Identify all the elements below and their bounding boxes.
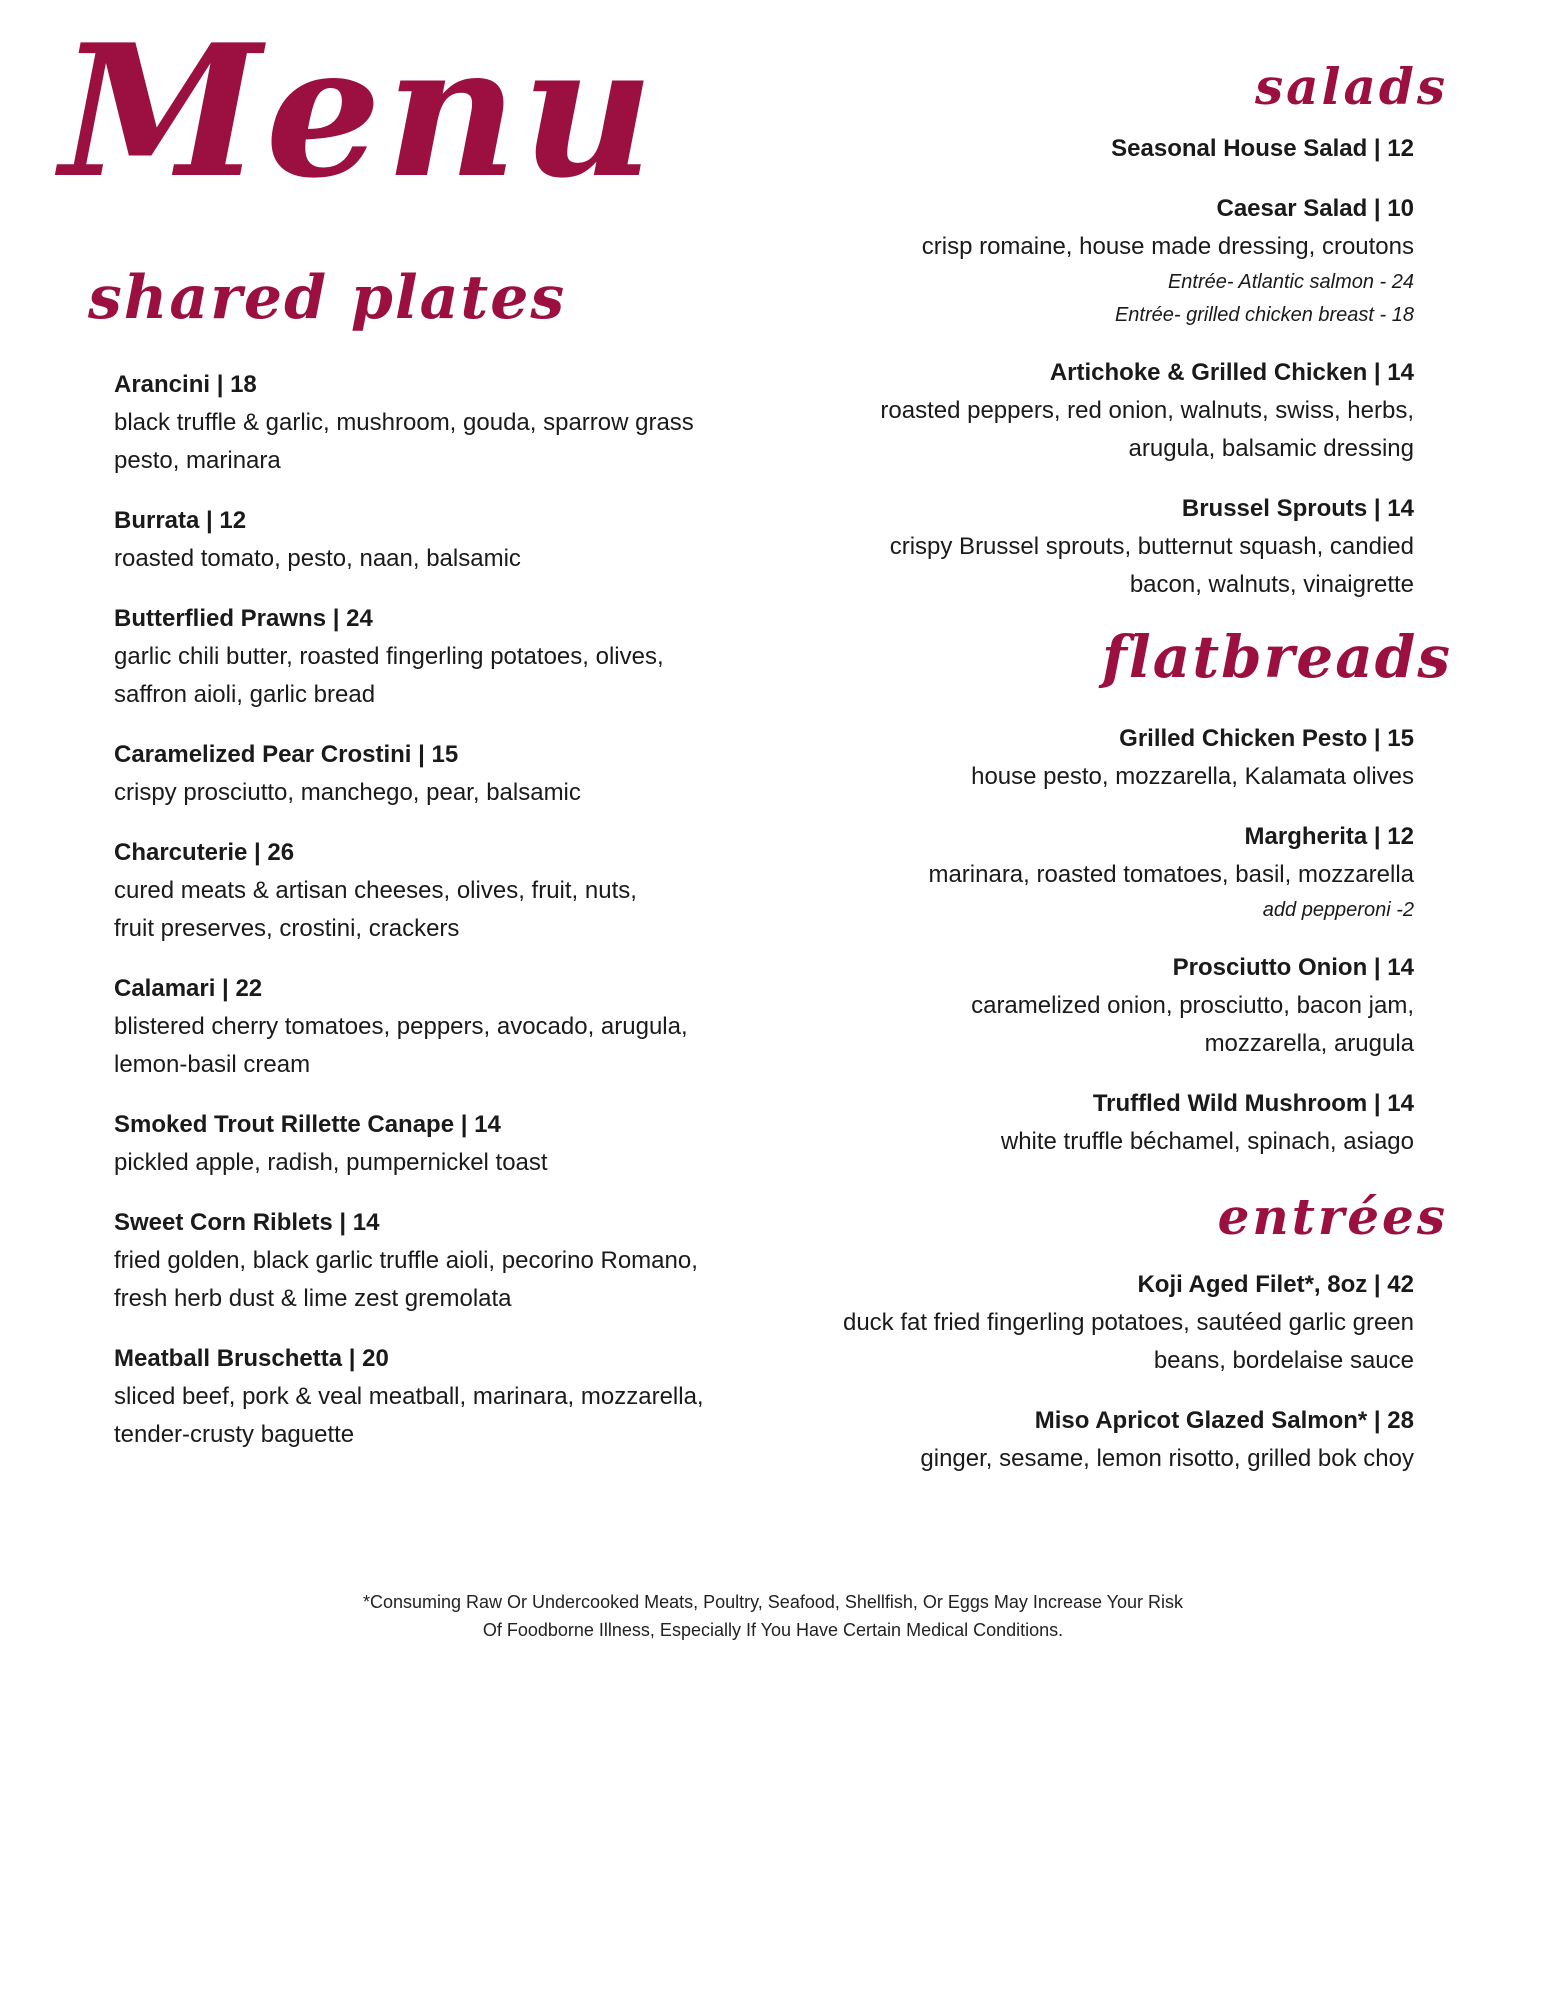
menu-item-name-price: Calamari | 22 [114, 975, 263, 1002]
menu-item-description: fried golden, black garlic truffle aioli, pecorino Romano, [114, 1247, 698, 1274]
menu-item-description: fruit preserves, crostini, crackers [114, 915, 460, 942]
menu-item [114, 502, 754, 578]
disclaimer-line: *Consuming Raw Or Undercooked Meats, Poultry, Seafood, Shellfish, Or Eggs May Increase Your Risk [362, 1592, 1184, 1612]
menu-item [694, 130, 1414, 168]
menu-item-description: crispy Brussel sprouts, butternut squash, candied [889, 533, 1414, 560]
menu-item [694, 490, 1414, 604]
menu-item-description: bacon, walnuts, vinaigrette [1129, 571, 1414, 598]
food-safety-disclaimer [0, 1588, 1546, 1644]
menu-item-name-price: Artichoke & Grilled Chicken | 14 [1049, 359, 1414, 386]
menu-item-description: duck fat fried fingerling potatoes, sautéed garlic green [842, 1309, 1414, 1336]
menu-item [114, 970, 754, 1084]
menu-item-description: ginger, sesame, lemon risotto, grilled bok choy [920, 1445, 1414, 1472]
menu-item-description: arugula, balsamic dressing [1128, 435, 1414, 462]
menu-item-name-price: Butterflied Prawns | 24 [114, 605, 373, 632]
menu-item-description: crispy prosciutto, manchego, pear, balsamic [114, 779, 581, 806]
menu-item [114, 366, 754, 480]
menu-item-description: roasted peppers, red onion, walnuts, swiss, herbs, [880, 397, 1414, 424]
shared-plates-list [114, 366, 754, 1476]
menu-item-name-price: Caesar Salad | 10 [1216, 195, 1414, 222]
menu-item-name-price: Brussel Sprouts | 14 [1181, 495, 1414, 522]
menu-item-description: sliced beef, pork & veal meatball, marinara, mozzarella, [114, 1383, 704, 1410]
menu-item-name-price: Grilled Chicken Pesto | 15 [1119, 725, 1414, 752]
menu-item-name-price: Koji Aged Filet*, 8oz | 42 [1137, 1271, 1414, 1298]
menu-item-name-price: Arancini | 18 [114, 371, 257, 398]
menu-item [694, 1085, 1414, 1161]
menu-item-description: mozzarella, arugula [1204, 1030, 1414, 1057]
menu-item-name-price: Seasonal House Salad | 12 [1111, 135, 1414, 162]
disclaimer-line: Of Foodborne Illness, Especially If You Have Certain Medical Conditions. [482, 1620, 1064, 1640]
menu-item-name-price: Smoked Trout Rillette Canape | 14 [114, 1111, 501, 1138]
menu-item [114, 1204, 754, 1318]
menu-item-name-price: Miso Apricot Glazed Salmon* | 28 [1034, 1407, 1414, 1434]
menu-item-description: black truffle & garlic, mushroom, gouda, sparrow grass [114, 409, 694, 436]
menu-item [114, 1106, 754, 1182]
menu-item-description: beans, bordelaise sauce [1153, 1347, 1414, 1374]
salads-list [694, 130, 1414, 626]
menu-item-note: Entrée- Atlantic salmon - 24 [1167, 271, 1414, 293]
menu-item-note: add pepperoni -2 [1262, 899, 1414, 921]
menu-item-description: blistered cherry tomatoes, peppers, avocado, arugula, [114, 1013, 688, 1040]
menu-item-description: pickled apple, radish, pumpernickel toast [114, 1149, 548, 1176]
menu-item [694, 190, 1414, 332]
menu-item-description: lemon-basil cream [114, 1051, 311, 1078]
menu-item-name-price: Margherita | 12 [1244, 823, 1414, 850]
menu-item-note: Entrée- grilled chicken breast - 18 [1114, 304, 1414, 326]
menu-item-description: caramelized onion, prosciutto, bacon jam, [971, 992, 1414, 1019]
menu-item-description: garlic chili butter, roasted fingerling potatoes, olives, [114, 643, 664, 670]
menu-item-description: crisp romaine, house made dressing, croutons [921, 233, 1414, 260]
menu-item-description: roasted tomato, pesto, naan, balsamic [114, 545, 521, 572]
menu-title: Menu [60, 4, 658, 218]
menu-item-name-price: Caramelized Pear Crostini | 15 [114, 741, 459, 768]
menu-item [114, 736, 754, 812]
menu-item [694, 1402, 1414, 1478]
menu-item-description: saffron aioli, garlic bread [114, 681, 376, 708]
menu-item [694, 818, 1414, 927]
menu-item [114, 600, 754, 714]
menu-item-description: white truffle béchamel, spinach, asiago [1000, 1128, 1414, 1155]
menu-item-description: fresh herb dust & lime zest gremolata [114, 1285, 512, 1312]
menu-item [694, 354, 1414, 468]
entrees-list [694, 1266, 1414, 1500]
menu-item [694, 1266, 1414, 1380]
menu-item-description: marinara, roasted tomatoes, basil, mozzarella [928, 861, 1414, 888]
menu-item [114, 1340, 754, 1454]
section-heading-salads: salads [1254, 57, 1448, 116]
menu-item-description: pesto, marinara [114, 447, 281, 474]
menu-item [114, 834, 754, 948]
menu-item-name-price: Burrata | 12 [114, 507, 247, 534]
section-heading-entrees: entrées [1217, 1187, 1448, 1246]
menu-item [694, 949, 1414, 1063]
menu-item-name-price: Prosciutto Onion | 14 [1172, 954, 1414, 981]
menu-item [694, 720, 1414, 796]
section-heading-flatbreads: flatbreads [1101, 623, 1452, 691]
menu-item-name-price: Charcuterie | 26 [114, 839, 295, 866]
flatbreads-list [694, 720, 1414, 1183]
menu-item-name-price: Truffled Wild Mushroom | 14 [1092, 1090, 1414, 1117]
menu-item-name-price: Sweet Corn Riblets | 14 [114, 1209, 380, 1236]
menu-item-description: tender-crusty baguette [114, 1421, 355, 1448]
menu-item-name-price: Meatball Bruschetta | 20 [114, 1345, 389, 1372]
section-heading-shared-plates: shared plates [88, 263, 567, 333]
menu-item-description: cured meats & artisan cheeses, olives, fruit, nuts, [114, 877, 637, 904]
menu-item-description: house pesto, mozzarella, Kalamata olives [971, 763, 1414, 790]
